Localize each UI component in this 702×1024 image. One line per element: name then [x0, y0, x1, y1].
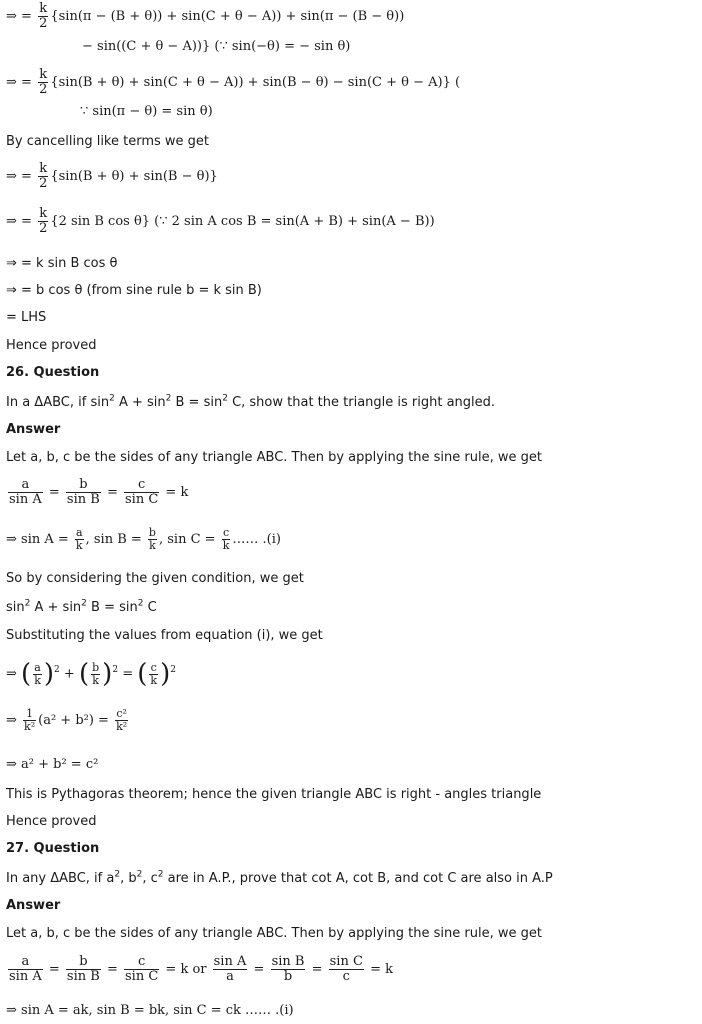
fraction: $\frac{c}{\text{sin C}}$	[125, 477, 159, 507]
given-condition: $\sin^2 A + \sin^2 B = \sin^2 C$	[6, 598, 157, 615]
equation-expression: {sin(B + θ) + sin(B − θ)}	[50, 169, 218, 184]
sine-rule-intro: Let a, b, c be the sides of any triangle ABC. Then by applying the sine rule, we get	[6, 926, 542, 941]
sine-values-equation: ⇒ sin A = $\frac{a}{k}$ , sin B = $\frac{b}{k}$ , sin C = $\frac{c}{k}$ …… .(i)	[6, 526, 281, 552]
question-26-heading: 26. Question	[6, 365, 100, 380]
fraction: $\frac{c}{\text{sin C}}$	[125, 954, 159, 984]
fraction: $\frac{a}{\text{sin A}}$	[9, 954, 42, 984]
hence-proved-text: Hence proved	[6, 338, 97, 353]
question-26-text: In a ΔABC, if $\sin^2 A + \sin^2 B = \sin^2 C$, show that the triangle is right angled.	[6, 393, 496, 410]
k-over-2-fraction: $\frac{k}{2}$	[39, 67, 48, 97]
equation-line-7: = LHS	[6, 310, 47, 325]
question-27-heading: 27. Question	[6, 841, 100, 856]
equation-line-2-continued: ∵ sin(π − θ) = sin θ)	[80, 104, 213, 119]
fraction: $\frac{1}{\text{k²}}$	[24, 707, 36, 733]
conclusion-text: This is Pythagoras theorem; hence the given triangle ABC is right - angles triangle	[6, 787, 542, 802]
hence-proved-text: Hence proved	[6, 814, 97, 829]
implies-arrow: ⇒ =	[6, 214, 32, 229]
squares-equation: ⇒ ( $\frac{a}{k}$ )$^2$ + ( $\frac{b}{k}$ )$^2$ = ( $\frac{c}{k}$ )$^2$	[6, 659, 176, 689]
fraction: $\frac{b}{\text{sin B}}$	[66, 477, 100, 507]
sine-rule-equation-2: $\frac{a}{\text{sin A}}$ = $\frac{b}{\text{sin B}}$ = $\frac{c}{\text{sin C}}$ = k or $\frac{\text{sin A}}{a}$ = $\frac{\text{sin B}}{b}$ = $\frac{\text{sin C}}{c}$ = k	[9, 954, 393, 984]
implies-arrow: ⇒ =	[6, 9, 32, 24]
equation-line-5: ⇒ = k sin B cos θ	[6, 256, 118, 271]
substituting-text: Substituting the values from equation (i), we get	[6, 628, 323, 643]
implies-arrow: ⇒ =	[6, 169, 32, 184]
equation-line-4	[6, 207, 435, 236]
fraction: $\frac{a}{k}$	[75, 526, 83, 552]
fraction: $\frac{a}{\text{sin A}}$	[9, 477, 42, 507]
fraction: $\frac{c}{k}$	[222, 526, 230, 552]
k-over-2-fraction: $\frac{k}{2}$	[39, 161, 48, 191]
equation-expression: {sin(B + θ) + sin(C + θ − A)) + sin(B − θ) − sin(C + θ − A)} (	[50, 75, 461, 90]
cancel-text: By cancelling like terms we get	[6, 134, 210, 149]
sine-values-equation-2: ⇒ sin A = ak, sin B = bk, sin C = ck …… .(i)	[6, 1003, 294, 1018]
question-27-text: In any ΔABC, if $a^2$, $b^2$, $c^2$ are in A.P., prove that cot A, cot B, and cot C are also in A.P	[6, 869, 553, 886]
equation-line-2	[6, 68, 460, 97]
fraction: $\frac{\text{c²}}{\text{k²}}$	[116, 707, 128, 733]
answer-label: Answer	[6, 898, 61, 913]
k-over-2-fraction: $\frac{k}{2}$	[39, 1, 48, 31]
fraction: $\frac{\text{sin A}}{a}$	[213, 954, 247, 984]
equation-line-3	[6, 162, 218, 191]
consider-text: So by considering the given condition, we get	[6, 571, 304, 586]
fraction: $\frac{b}{k}$	[148, 526, 156, 552]
fraction: $\frac{b}{\text{sin B}}$	[66, 954, 100, 984]
equation-line-1	[6, 2, 404, 31]
equation-expression: {2 sin B cos θ} (∵ 2 sin A cos B = sin(A + B) + sin(A − B))	[50, 214, 435, 229]
implies-arrow: ⇒ =	[6, 75, 32, 90]
equation-line-1-continued: − sin((C + θ − A))} (∵ sin(−θ) = − sin θ)	[82, 39, 351, 54]
reciprocal-equation: ⇒ $\frac{1}{\text{k²}}$ (a² + b²) = $\frac{\text{c²}}{\text{k²}}$	[6, 707, 128, 733]
equation-line-6: ⇒ = b cos θ (from sine rule b = k sin B)	[6, 283, 262, 298]
equation-expression: {sin(π − (B + θ)) + sin(C + θ − A)) + sin(π − (B − θ))	[50, 9, 405, 24]
pythagoras-equation: ⇒ a² + b² = c²	[6, 757, 99, 772]
sine-rule-equation: $\frac{a}{\text{sin A}}$ = $\frac{b}{\text{sin B}}$ = $\frac{c}{\text{sin C}}$ = k	[9, 477, 189, 507]
k-over-2-fraction: $\frac{k}{2}$	[39, 206, 48, 236]
sine-rule-intro: Let a, b, c be the sides of any triangle ABC. Then by applying the sine rule, we get	[6, 450, 542, 465]
fraction: $\frac{\text{sin B}}{b}$	[271, 954, 305, 984]
fraction: $\frac{\text{sin C}}{c}$	[329, 954, 363, 984]
answer-label: Answer	[6, 422, 61, 437]
